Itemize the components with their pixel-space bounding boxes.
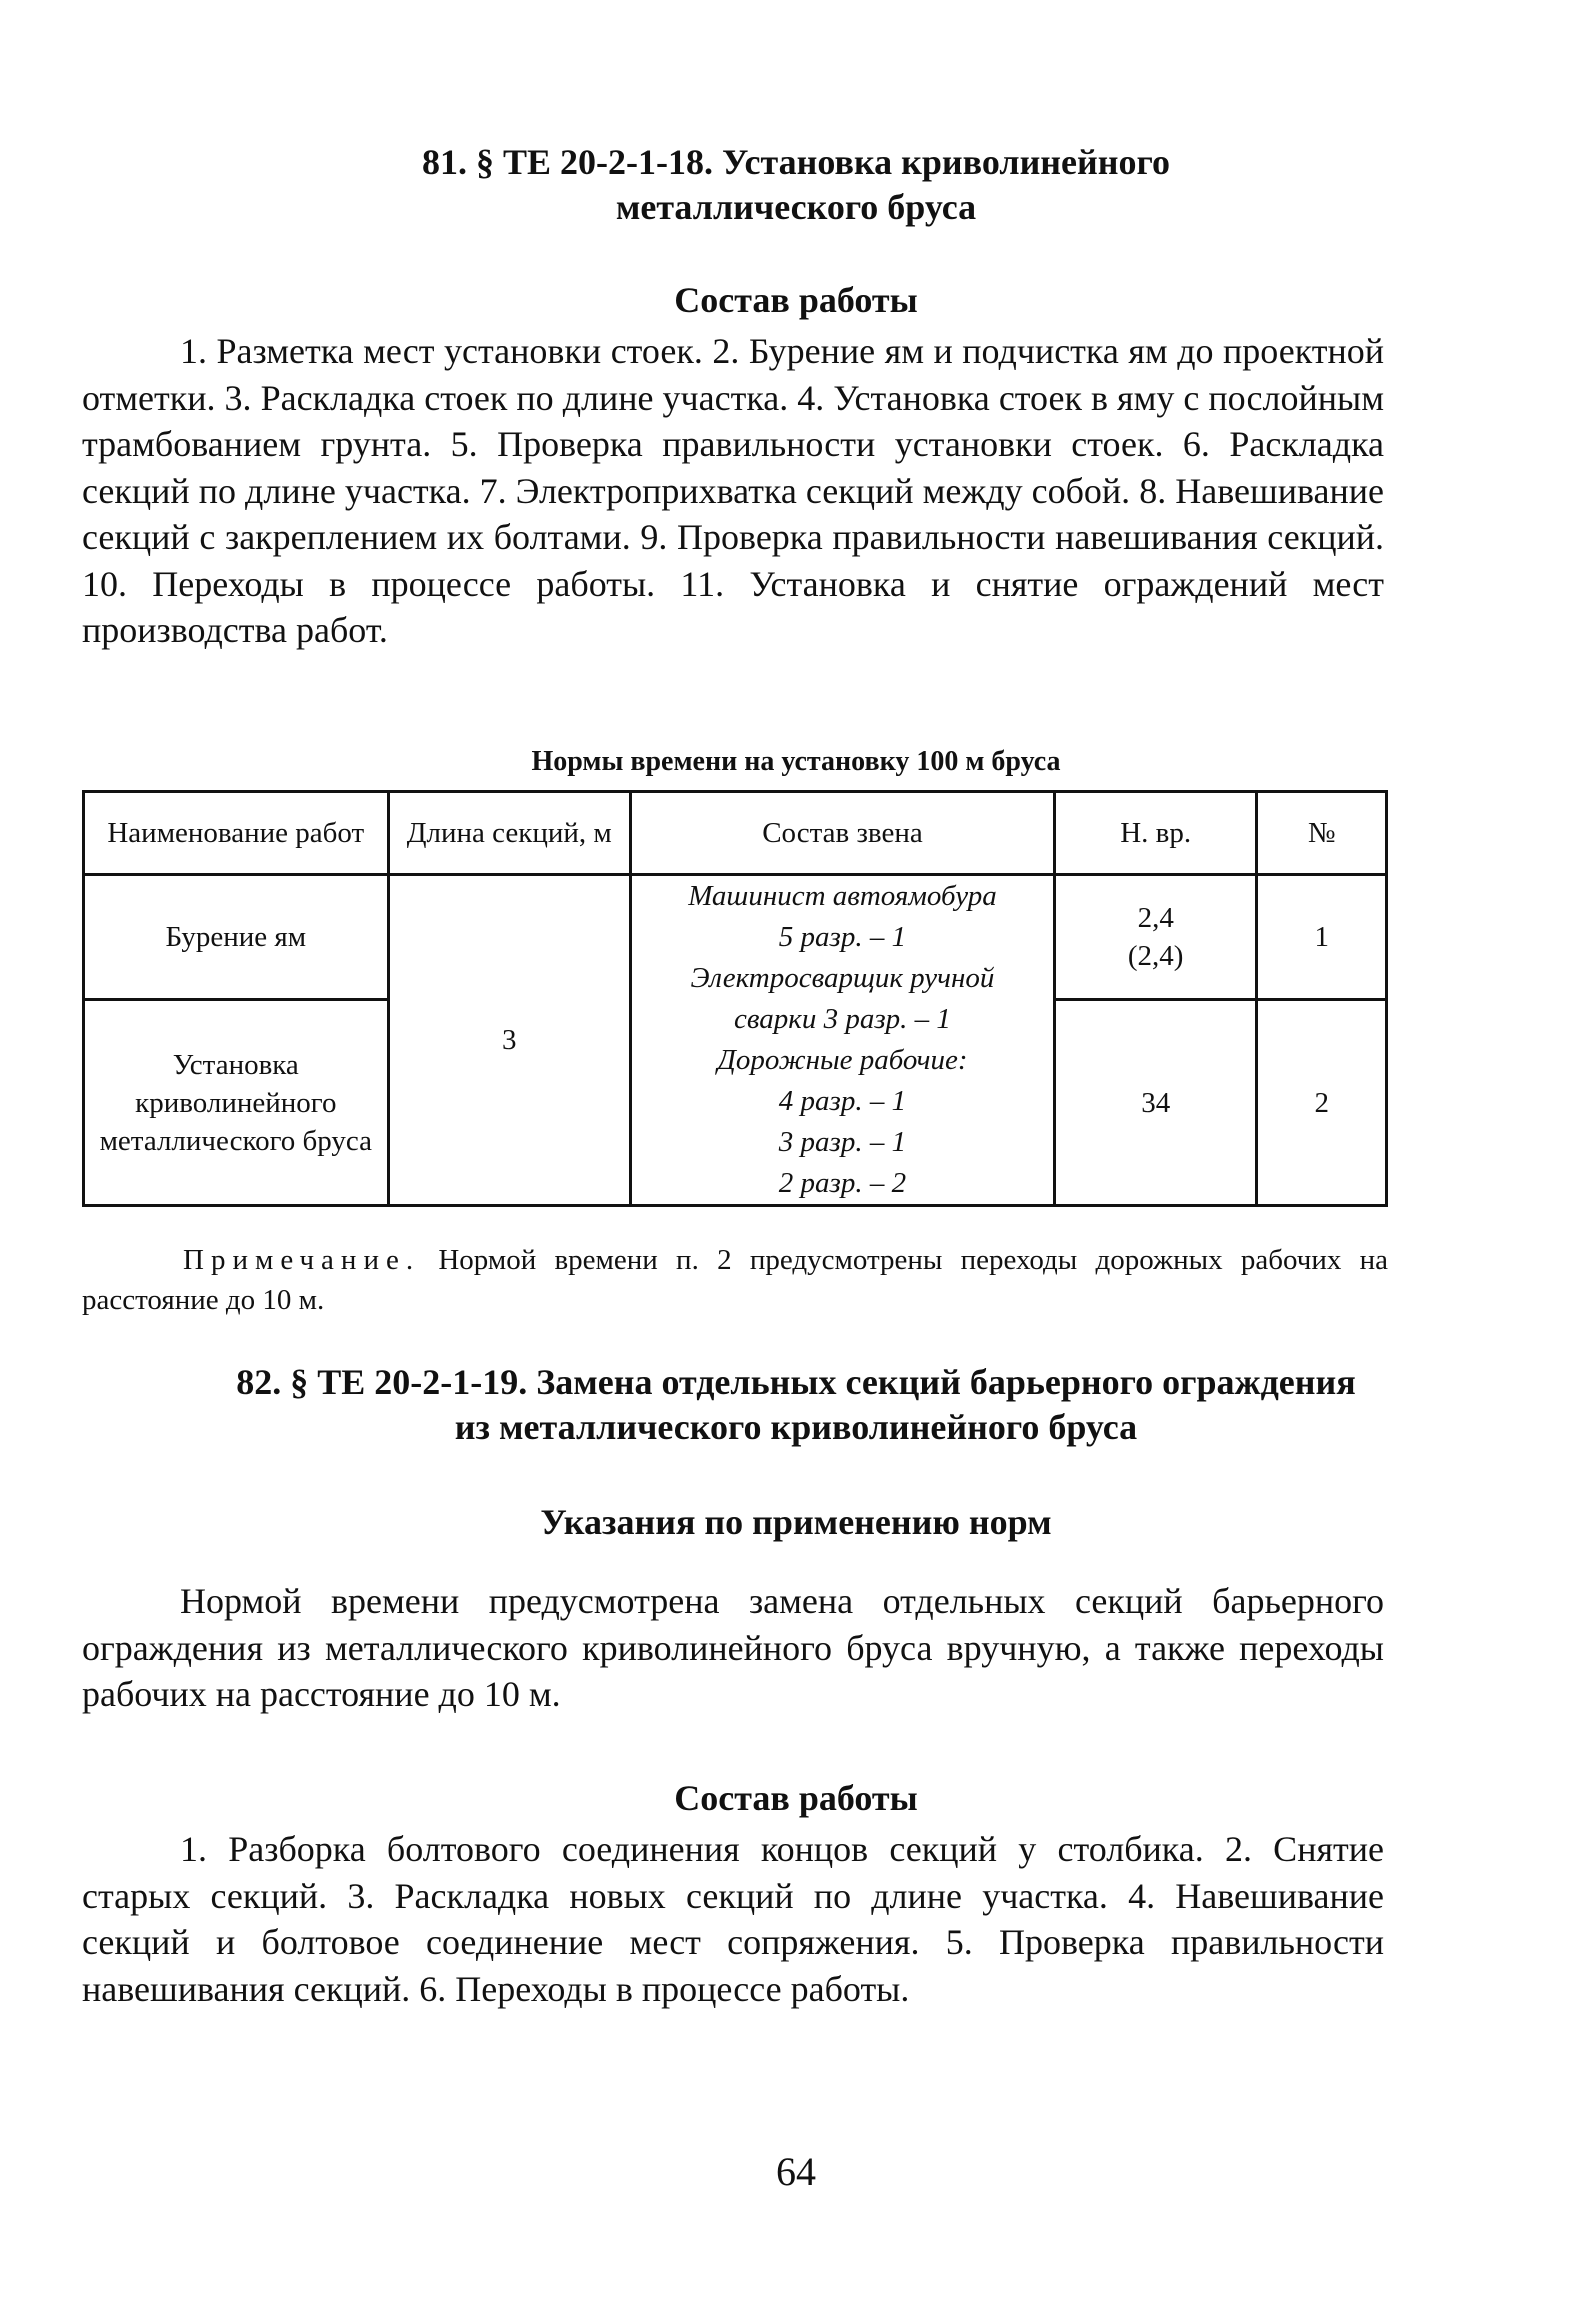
section-82-title-line2: из металлического криволинейного бруса bbox=[454, 1407, 1138, 1447]
section-81-work-text: 1. Разметка мест установки стоек. 2. Бурение ям и подчистка ям до проектной отметки. 3. Раскладка стоек по длине участка. 4. Установка стоек в яму с послойным трамбованием грунта. 5. Проверка правильности установки стоек. 6. Раскладка секций по длине участка. 7. Электроприхватка секций между собой. 8. Навешивание секций с закреплением их болтами. 9. Проверка правильности навешивания секций. 10. Переходы в процессе работы. 11. Установка и снятие ограждений мест производства работ. bbox=[82, 331, 1384, 650]
norms-table bbox=[82, 790, 1388, 1207]
header-crew: Состав звена bbox=[630, 792, 1054, 875]
header-time-norm: Н. вр. bbox=[1055, 792, 1257, 875]
section-81-title-line1: 81. § ТЕ 20-2-1-18. Установка криволинейного bbox=[422, 142, 1170, 182]
table-row bbox=[84, 875, 1387, 1000]
page-number: 64 bbox=[776, 2149, 816, 2194]
section-82-work-heading: Состав работы bbox=[674, 1778, 918, 1818]
section-82-title-line1: 82. § ТЕ 20-2-1-19. Замена отдельных секций барьерного ограждения bbox=[236, 1362, 1356, 1402]
crew-line: 3 разр. – 1 bbox=[778, 1126, 907, 1158]
row1-time-alt: (2,4) bbox=[1127, 940, 1184, 973]
row1-time-norm bbox=[1055, 875, 1257, 1000]
note-label: Примечание. bbox=[183, 1244, 421, 1276]
section-81-title-line2: металлического бруса bbox=[615, 187, 977, 227]
crew-line: Дорожные рабочие: bbox=[717, 1044, 968, 1076]
table-note bbox=[82, 1240, 1388, 1320]
header-section-length: Длина секций, м bbox=[388, 792, 630, 875]
crew-line: сварки 3 разр. – 1 bbox=[734, 1003, 951, 1035]
section-82-guidance-text: Нормой времени предусмотрена замена отдельных секций барьерного ограждения из металлического криволинейного бруса вручную, а также переходы рабочих на расстояние до 10 м. bbox=[82, 1581, 1384, 1714]
crew-line: 5 разр. – 1 bbox=[778, 921, 907, 953]
row2-work-name: Установка криволинейного металлического бруса bbox=[84, 1000, 389, 1206]
header-number: № bbox=[1257, 792, 1387, 875]
crew-cell bbox=[630, 875, 1054, 1206]
row1-number: 1 bbox=[1257, 875, 1387, 1000]
row2-time-norm: 34 bbox=[1055, 1000, 1257, 1206]
section-82-work-text: 1. Разборка болтового соединения концов секций у столбика. 2. Снятие старых секций. 3. Раскладка новых секций по длине участка. 4. Навешивание секций и болтовое соединение мест сопряжения. 5. Проверка правильности навешивания секций. 6. Переходы в процессе работы. bbox=[82, 1829, 1384, 2009]
crew-line: 2 разр. – 2 bbox=[778, 1167, 907, 1199]
crew-line: Электросварщик ручной bbox=[690, 962, 995, 994]
table-header-row bbox=[84, 792, 1387, 875]
section-82-guidance-heading: Указания по применению норм bbox=[540, 1502, 1052, 1542]
crew-line: 4 разр. – 1 bbox=[778, 1085, 907, 1117]
crew-line: Машинист автоямобура bbox=[688, 880, 997, 912]
section-length-cell: 3 bbox=[388, 875, 630, 1206]
row1-work-name: Бурение ям bbox=[84, 875, 389, 1000]
table-caption: Нормы времени на установку 100 м бруса bbox=[531, 746, 1061, 777]
row2-number: 2 bbox=[1257, 1000, 1387, 1206]
section-81-work-heading: Состав работы bbox=[674, 280, 918, 320]
note-text: Нормой времени п. 2 предусмотрены переходы дорожных рабочих на расстояние до 10 м. bbox=[82, 1244, 1388, 1316]
row1-time-value: 2,4 bbox=[1137, 902, 1174, 935]
header-work-name: Наименование работ bbox=[84, 792, 389, 875]
